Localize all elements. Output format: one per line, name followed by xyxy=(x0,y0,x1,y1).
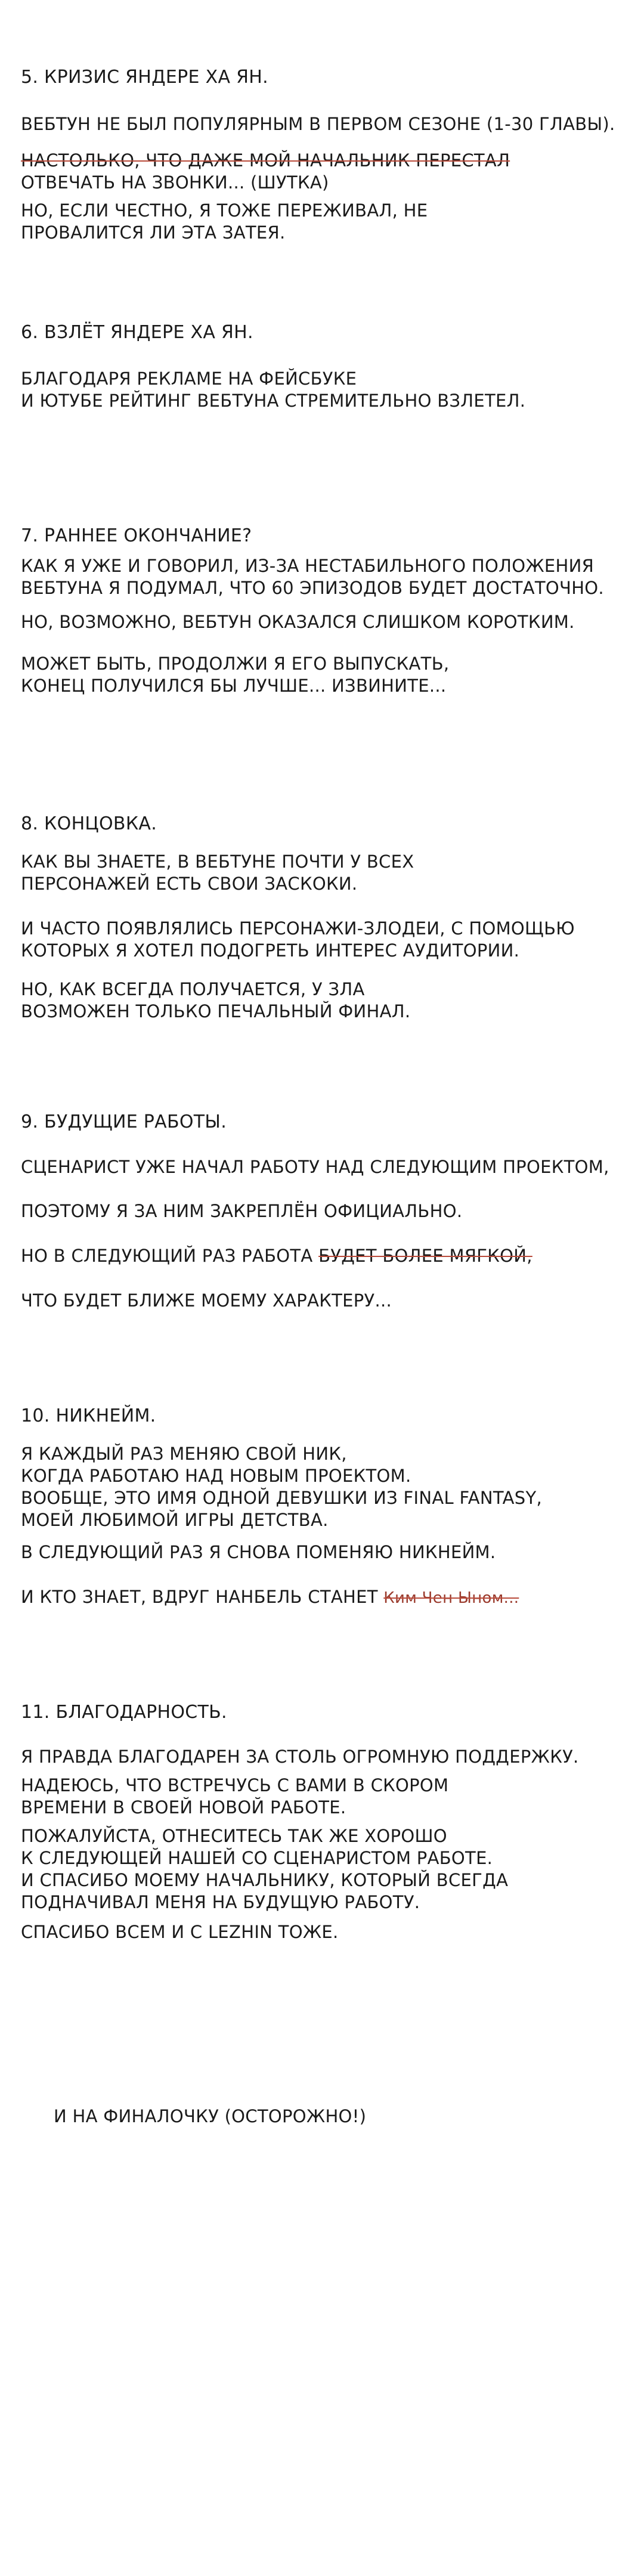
section-7-paragraph-1: КАК Я УЖЕ И ГОВОРИЛ, ИЗ-ЗА НЕСТАБИЛЬНОГО ПОЛОЖЕНИЯ ВЕБТУНА Я ПОДУМАЛ, ЧТО 60 ЭПИЗОДОВ БУДЕТ ДОСТАТОЧНО. xyxy=(21,556,604,598)
section-8-paragraph-3: НО, КАК ВСЕГДА ПОЛУЧАЕТСЯ, У ЗЛА ВОЗМОЖЕН ТОЛЬКО ПЕЧАЛЬНЫЙ ФИНАЛ. xyxy=(21,979,411,1021)
section-11-paragraph-4: СПАСИБО ВСЕМ И С LEZHIN ТОЖЕ. xyxy=(21,1922,339,1942)
section-9-heading: 9. БУДУЩИЕ РАБОТЫ. xyxy=(21,1111,227,1132)
section-9-paragraph-2: ПОЭТОМУ Я ЗА НИМ ЗАКРЕПЛЁН ОФИЦИАЛЬНО. xyxy=(21,1201,463,1221)
section-5-paragraph-1: ВЕБТУН НЕ БЫЛ ПОПУЛЯРНЫМ В ПЕРВОМ СЕЗОНЕ (1-30 ГЛАВЫ). xyxy=(21,114,615,134)
section-8-paragraph-1: КАК ВЫ ЗНАЕТЕ, В ВЕБТУНЕ ПОЧТИ У ВСЕХ ПЕРСОНАЖЕЙ ЕСТЬ СВОИ ЗАСКОКИ. xyxy=(21,852,414,894)
section-9-paragraph-4: ЧТО БУДЕТ БЛИЖЕ МОЕМУ ХАРАКТЕРУ... xyxy=(21,1290,392,1311)
section-11-paragraph-3: ПОЖАЛУЙСТА, ОТНЕСИТЕСЬ ТАК ЖЕ ХОРОШО К СЛЕДУЮЩЕЙ НАШЕЙ СО СЦЕНАРИСТОМ РАБОТЕ. И СПАСИБО МОЕМУ НАЧАЛЬНИКУ, КОТОРЫЙ ВСЕГДА ПОДНАЧИВАЛ МЕНЯ НА БУДУЩУЮ РАБОТУ. xyxy=(21,1826,509,1912)
section-5-paragraph-2: НАСТОЛЬКО, ЧТО ДАЖЕ МОЙ НАЧАЛЬНИК ПЕРЕСТАЛ ОТВЕЧАТЬ НА ЗВОНКИ... (ШУТКА) xyxy=(21,150,510,193)
section-10-heading: 10. НИКНЕЙМ. xyxy=(21,1405,156,1426)
section-6-paragraph-1: БЛАГОДАРЯ РЕКЛАМЕ НА ФЕЙСБУКЕ И ЮТУБЕ РЕЙТИНГ ВЕБТУНА СТРЕМИТЕЛЬНО ВЗЛЕТЕЛ. xyxy=(21,369,526,411)
section-7-paragraph-3: МОЖЕТ БЫТЬ, ПРОДОЛЖИ Я ЕГО ВЫПУСКАТЬ, КОНЕЦ ПОЛУЧИЛСЯ БЫ ЛУЧШЕ... ИЗВИНИТЕ... xyxy=(21,654,450,696)
section-11-paragraph-1: Я ПРАВДА БЛАГОДАРЕН ЗА СТОЛЬ ОГРОМНУЮ ПОДДЕРЖКУ. xyxy=(21,1747,579,1767)
section-11-paragraph-2: НАДЕЮСЬ, ЧТО ВСТРЕЧУСЬ С ВАМИ В СКОРОМ ВРЕМЕНИ В СВОЕЙ НОВОЙ РАБОТЕ. xyxy=(21,1775,449,1818)
section-9-paragraph-1: СЦЕНАРИСТ УЖЕ НАЧАЛ РАБОТУ НАД СЛЕДУЮЩИМ ПРОЕКТОМ, xyxy=(21,1157,609,1177)
section-5-heading: 5. КРИЗИС ЯНДЕРЕ ХА ЯН. xyxy=(21,67,268,88)
section-7-heading: 7. РАННЕЕ ОКОНЧАНИЕ? xyxy=(21,525,252,546)
struck-text: БУДЕТ БОЛЕЕ МЯГКОЙ, xyxy=(318,1246,532,1266)
section-6-heading: 6. ВЗЛЁТ ЯНДЕРЕ ХА ЯН. xyxy=(21,322,253,343)
section-10-paragraph-3: И КТО ЗНАЕТ, ВДРУГ НАНБЕЛЬ СТАНЕТ Ким Чен Ыном... xyxy=(21,1587,519,1607)
finale-note: И НА ФИНАЛОЧКУ (ОСТОРОЖНО!) xyxy=(54,2106,367,2126)
section-8-paragraph-2: И ЧАСТО ПОЯВЛЯЛИСЬ ПЕРСОНАЖИ-ЗЛОДЕИ, С ПОМОЩЬЮ КОТОРЫХ Я ХОТЕЛ ПОДОГРЕТЬ ИНТЕРЕС АУДИТОРИИ. xyxy=(21,918,575,961)
section-11-heading: 11. БЛАГОДАРНОСТЬ. xyxy=(21,1702,227,1723)
section-10-paragraph-2: В СЛЕДУЮЩИЙ РАЗ Я СНОВА ПОМЕНЯЮ НИКНЕЙМ. xyxy=(21,1542,496,1562)
section-5-paragraph-3: НО, ЕСЛИ ЧЕСТНО, Я ТОЖЕ ПЕРЕЖИВАЛ, НЕ ПРОВАЛИТСЯ ЛИ ЭТА ЗАТЕЯ. xyxy=(21,200,428,243)
struck-name: Ким Чен Ыном... xyxy=(383,1589,519,1607)
section-10-paragraph-1: Я КАЖДЫЙ РАЗ МЕНЯЮ СВОЙ НИК, КОГДА РАБОТАЮ НАД НОВЫМ ПРОЕКТОМ. ВООБЩЕ, ЭТО ИМЯ ОДНОЙ ДЕВУШКИ ИЗ FINAL FANTASY, МОЕЙ ЛЮБИМОЙ ИГРЫ ДЕТСТВА. xyxy=(21,1444,543,1530)
section-9-paragraph-3: НО В СЛЕДУЮЩИЙ РАЗ РАБОТА БУДЕТ БОЛЕЕ МЯГКОЙ, xyxy=(21,1246,532,1266)
section-7-paragraph-2: НО, ВОЗМОЖНО, ВЕБТУН ОКАЗАЛСЯ СЛИШКОМ КОРОТКИМ. xyxy=(21,612,575,632)
section-8-heading: 8. КОНЦОВКА. xyxy=(21,813,157,834)
